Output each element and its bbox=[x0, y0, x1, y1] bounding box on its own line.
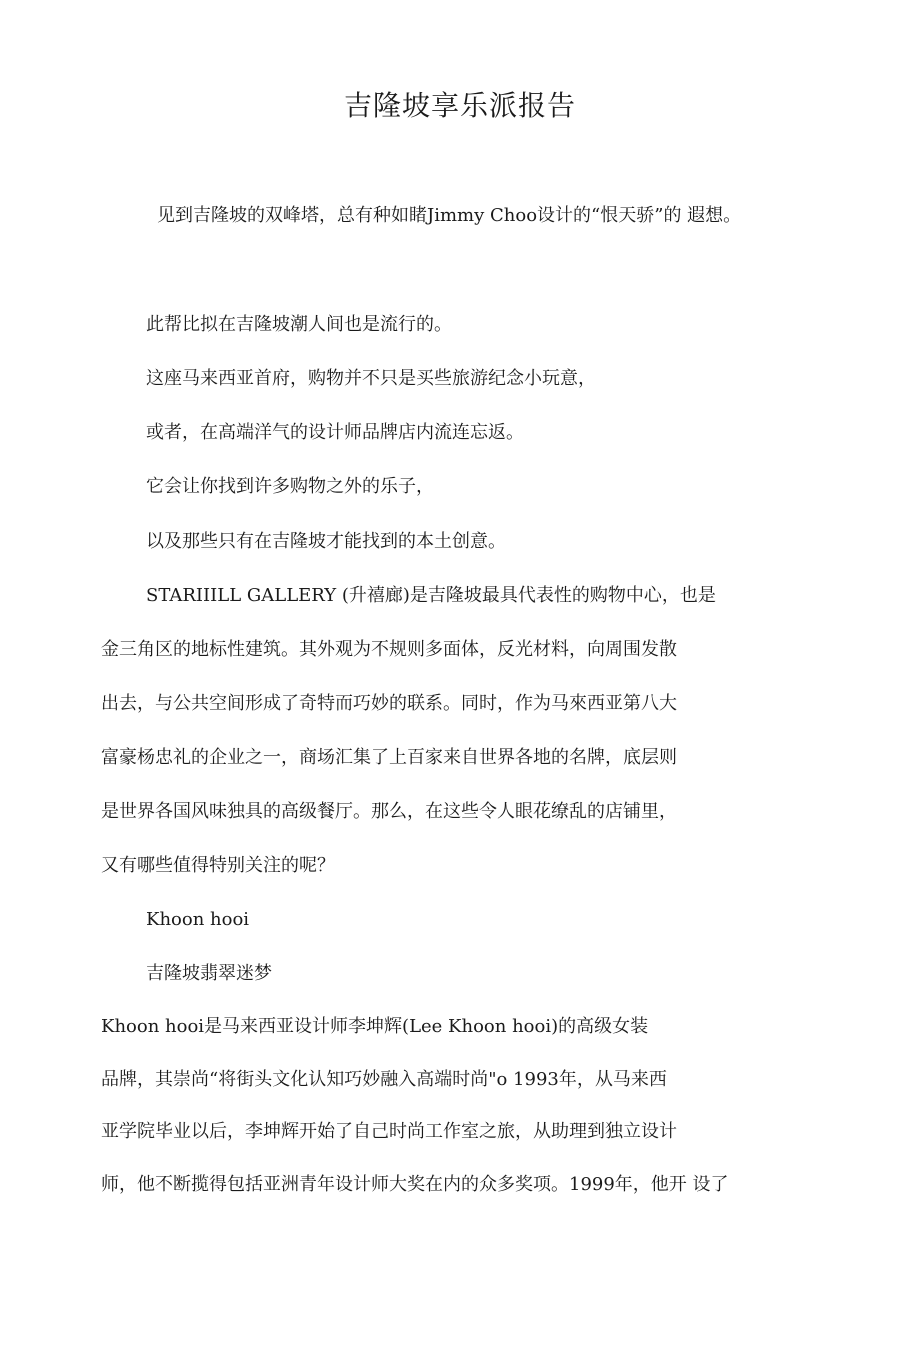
text-line: 品牌，其崇尚“将街头文化认知巧妙融入高端时尚"o 1993年，从马来西 bbox=[101, 1069, 667, 1090]
text-line: 师，他不断揽得包括亚洲青年设计师大奖在内的众多奖项。1999年，他开 设了 bbox=[101, 1174, 729, 1195]
text-line: 亚学院毕业以后，李坤辉开始了自己时尚工作室之旅，从助理到独立设计 bbox=[101, 1121, 677, 1142]
text-line: 是世界各国风味独具的高级餐厅。那么，在这些令人眼花缭乱的店铺里， bbox=[101, 801, 677, 822]
text-line: 它会让你找到许多购物之外的乐子， bbox=[146, 476, 434, 497]
text-line: Khoon hooi是马来西亚设计师李坤辉(Lee Khoon hooi)的高级女装 bbox=[101, 1016, 649, 1037]
text-line: 金三角区的地标性建筑。其外观为不规则多面体，反光材料，向周围发散 bbox=[101, 639, 677, 660]
intro-paragraph: 见到吉隆坡的双峰塔，总有种如睹Jimmy Choo设计的“恨天骄”的 遐想。 bbox=[157, 205, 742, 226]
text-line: 又有哪些值得特别关注的呢？ bbox=[101, 855, 335, 876]
text-line: 这座马来西亚首府，购物并不只是买些旅游纪念小玩意， bbox=[146, 368, 596, 389]
text-line: 以及那些只有在吉隆坡才能找到的本土创意。 bbox=[146, 531, 506, 552]
text-line: 或者，在高端洋气的设计师品牌店内流连忘返。 bbox=[146, 422, 524, 443]
text-line: 出去，与公共空间形成了奇特而巧妙的联系。同时，作为马來西亚第八大 bbox=[101, 693, 677, 714]
text-line: STARIIILL GALLERY (升禧廊)是吉隆坡最具代表性的购物中心，也是 bbox=[146, 585, 716, 606]
section-subheading: 吉隆坡翡翠迷梦 bbox=[146, 963, 272, 984]
text-line: 此帮比拟在吉隆坡潮人间也是流行的。 bbox=[146, 314, 452, 335]
text-line: 富豪杨忠礼的企业之一，商场汇集了上百家来自世界各地的名牌，底层则 bbox=[101, 747, 677, 768]
document-title: 吉隆坡享乐派报告 bbox=[343, 89, 576, 122]
section-heading: Khoon hooi bbox=[146, 909, 250, 930]
